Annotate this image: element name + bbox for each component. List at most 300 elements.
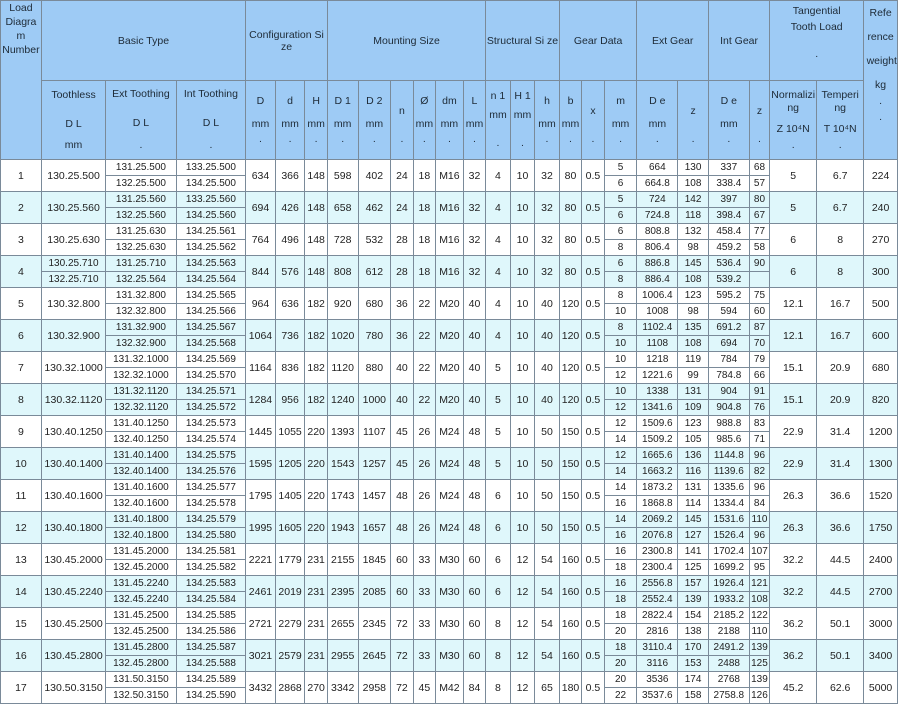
cell-de-int: 536.4 bbox=[708, 256, 749, 272]
cell-z-ext: 105 bbox=[678, 432, 709, 448]
cell-weight: 1200 bbox=[864, 416, 898, 448]
header-ext-toothing: Ext Toothing D L . bbox=[106, 81, 176, 160]
header-L: L mm . bbox=[463, 81, 486, 160]
cell-ext-toothing: 132.25.630 bbox=[106, 240, 176, 256]
cell-z-int: 57 bbox=[749, 176, 769, 192]
cell-h1: 10 bbox=[510, 480, 535, 512]
header-structural-size: Structural Si ze bbox=[486, 1, 560, 81]
cell-b: 120 bbox=[559, 384, 581, 416]
cell-z-int: 83 bbox=[749, 416, 769, 432]
cell-d1: 1020 bbox=[327, 320, 358, 352]
cell-ext-toothing: 132.25.560 bbox=[106, 208, 176, 224]
cell-h1: 12 bbox=[510, 544, 535, 576]
cell-toothless: 130.25.500 bbox=[41, 160, 105, 192]
cell-int-toothing: 134.25.571 bbox=[176, 384, 245, 400]
cell-module: 20 bbox=[604, 624, 637, 640]
cell-weight: 1750 bbox=[864, 512, 898, 544]
header-tangential-tooth-load bbox=[770, 1, 864, 81]
cell-de-ext: 1221.6 bbox=[637, 368, 678, 384]
table-row bbox=[1, 608, 898, 624]
cell-d2: 2645 bbox=[358, 640, 391, 672]
cell-number: 5 bbox=[1, 288, 42, 320]
cell-de-ext: 1341.6 bbox=[637, 400, 678, 416]
cell-number: 2 bbox=[1, 192, 42, 224]
cell-z-int: 121 bbox=[749, 576, 769, 592]
cell-x: 0.5 bbox=[582, 384, 604, 416]
cell-n1: 8 bbox=[486, 640, 511, 672]
cell-int-toothing: 134.25.590 bbox=[176, 688, 245, 704]
cell-z-int: 79 bbox=[749, 352, 769, 368]
header-De-ext: D e mm . bbox=[637, 81, 678, 160]
cell-module: 8 bbox=[604, 288, 637, 304]
cell-d2: 1457 bbox=[358, 480, 391, 512]
cell-h: 231 bbox=[305, 608, 327, 640]
header-H: H mm . bbox=[305, 81, 327, 160]
cell-number: 14 bbox=[1, 576, 42, 608]
header-D: D mm . bbox=[246, 81, 276, 160]
cell-module: 16 bbox=[604, 544, 637, 560]
cell-dm: M20 bbox=[436, 288, 464, 320]
cell-d2: 880 bbox=[358, 352, 391, 384]
cell-h: 231 bbox=[305, 640, 327, 672]
cell-b: 80 bbox=[559, 256, 581, 288]
cell-h1: 10 bbox=[510, 512, 535, 544]
cell-z-ext: 158 bbox=[678, 688, 709, 704]
cell-h: 182 bbox=[305, 288, 327, 320]
cell-weight: 300 bbox=[864, 256, 898, 288]
cell-de-ext: 1218 bbox=[637, 352, 678, 368]
cell-normalizing: 22.9 bbox=[770, 416, 817, 448]
cell-n1: 6 bbox=[486, 576, 511, 608]
cell-de-int: 1526.4 bbox=[708, 528, 749, 544]
cell-z-int: 90 bbox=[749, 256, 769, 272]
cell-n1: 5 bbox=[486, 448, 511, 480]
cell-d: 1064 bbox=[246, 320, 276, 352]
cell-z-ext: 98 bbox=[678, 304, 709, 320]
header-z-int: z . bbox=[749, 81, 769, 160]
cell-tempering: 16.7 bbox=[817, 288, 864, 320]
cell-d1: 920 bbox=[327, 288, 358, 320]
cell-n1: 6 bbox=[486, 512, 511, 544]
cell-d1: 598 bbox=[327, 160, 358, 192]
cell-ext-toothing: 132.32.1000 bbox=[106, 368, 176, 384]
cell-h: 40 bbox=[535, 320, 560, 352]
cell-tempering: 31.4 bbox=[817, 416, 864, 448]
cell-tempering: 16.7 bbox=[817, 320, 864, 352]
table-row bbox=[1, 160, 898, 176]
cell-int-toothing: 134.25.577 bbox=[176, 480, 245, 496]
cell-module: 14 bbox=[604, 464, 637, 480]
cell-de-ext: 3537.6 bbox=[637, 688, 678, 704]
cell-z-ext: 141 bbox=[678, 544, 709, 560]
cell-n1: 4 bbox=[486, 192, 511, 224]
cell-n1: 5 bbox=[486, 384, 511, 416]
cell-h: 32 bbox=[535, 224, 560, 256]
cell-phi: 33 bbox=[413, 640, 435, 672]
cell-number: 10 bbox=[1, 448, 42, 480]
cell-tempering: 6.7 bbox=[817, 192, 864, 224]
cell-z-int: 68 bbox=[749, 160, 769, 176]
cell-h1: 10 bbox=[510, 448, 535, 480]
cell-phi: 33 bbox=[413, 544, 435, 576]
cell-dm: M30 bbox=[436, 640, 464, 672]
cell-de-int: 784 bbox=[708, 352, 749, 368]
cell-weight: 680 bbox=[864, 352, 898, 384]
header-int-gear: Int Gear bbox=[708, 1, 769, 81]
cell-h: 32 bbox=[535, 160, 560, 192]
cell-normalizing: 5 bbox=[770, 160, 817, 192]
header-h: h mm . bbox=[535, 81, 560, 160]
cell-de-int: 2188 bbox=[708, 624, 749, 640]
cell-int-toothing: 134.25.500 bbox=[176, 176, 245, 192]
cell-toothless: 130.32.1000 bbox=[41, 352, 105, 384]
cell-d2: 2958 bbox=[358, 672, 391, 704]
cell-d: 634 bbox=[246, 160, 276, 192]
cell-h: 54 bbox=[535, 544, 560, 576]
cell-d: 1605 bbox=[275, 512, 305, 544]
cell-int-toothing: 133.25.500 bbox=[176, 160, 245, 176]
cell-ext-toothing: 132.50.3150 bbox=[106, 688, 176, 704]
cell-d: 1995 bbox=[246, 512, 276, 544]
cell-int-toothing: 134.25.563 bbox=[176, 256, 245, 272]
cell-dm: M24 bbox=[436, 416, 464, 448]
cell-l: 40 bbox=[463, 320, 486, 352]
cell-phi: 18 bbox=[413, 192, 435, 224]
header-d: d mm . bbox=[275, 81, 305, 160]
cell-h1: 10 bbox=[510, 192, 535, 224]
cell-h: 32 bbox=[535, 192, 560, 224]
cell-int-toothing: 134.25.570 bbox=[176, 368, 245, 384]
cell-l: 60 bbox=[463, 608, 486, 640]
cell-z-ext: 125 bbox=[678, 560, 709, 576]
cell-z-int: 75 bbox=[749, 288, 769, 304]
cell-de-ext: 3116 bbox=[637, 656, 678, 672]
cell-normalizing: 15.1 bbox=[770, 384, 817, 416]
cell-h: 40 bbox=[535, 352, 560, 384]
cell-h: 220 bbox=[305, 480, 327, 512]
cell-x: 0.5 bbox=[582, 256, 604, 288]
cell-de-ext: 3536 bbox=[637, 672, 678, 688]
cell-toothless: 130.45.2500 bbox=[41, 608, 105, 640]
cell-h: 270 bbox=[305, 672, 327, 704]
cell-l: 32 bbox=[463, 224, 486, 256]
cell-normalizing: 45.2 bbox=[770, 672, 817, 704]
cell-z-int: 139 bbox=[749, 640, 769, 656]
table-row bbox=[1, 512, 898, 528]
table-header bbox=[1, 1, 898, 160]
table-row bbox=[1, 192, 898, 208]
cell-ext-toothing: 132.40.1600 bbox=[106, 496, 176, 512]
cell-number: 16 bbox=[1, 640, 42, 672]
header-int-toothing: Int Toothing D L . bbox=[176, 81, 245, 160]
cell-de-int: 691.2 bbox=[708, 320, 749, 336]
cell-b: 80 bbox=[559, 224, 581, 256]
cell-d1: 1240 bbox=[327, 384, 358, 416]
header-load-diagram-number: Load Diagra m Number bbox=[1, 1, 42, 160]
header-normalizing: Normalizi ng Z 10⁴N . bbox=[770, 81, 817, 160]
cell-h: 54 bbox=[535, 576, 560, 608]
cell-ext-toothing: 132.25.564 bbox=[106, 272, 176, 288]
cell-h: 40 bbox=[535, 384, 560, 416]
cell-z-ext: 142 bbox=[678, 192, 709, 208]
cell-de-int: 2185.2 bbox=[708, 608, 749, 624]
cell-d: 1055 bbox=[275, 416, 305, 448]
cell-d: 366 bbox=[275, 160, 305, 192]
cell-de-int: 985.6 bbox=[708, 432, 749, 448]
cell-z-ext: 108 bbox=[678, 272, 709, 288]
cell-d: 2868 bbox=[275, 672, 305, 704]
table-row bbox=[1, 448, 898, 464]
cell-normalizing: 32.2 bbox=[770, 544, 817, 576]
cell-dm: M20 bbox=[436, 320, 464, 352]
header-De-int: D e mm . bbox=[708, 81, 749, 160]
cell-int-toothing: 134.25.568 bbox=[176, 336, 245, 352]
cell-toothless: 130.25.710 bbox=[41, 256, 105, 272]
cell-de-ext: 1102.4 bbox=[637, 320, 678, 336]
cell-d: 1445 bbox=[246, 416, 276, 448]
cell-ext-toothing: 132.40.1400 bbox=[106, 464, 176, 480]
cell-n: 28 bbox=[391, 224, 413, 256]
cell-de-ext: 2300.4 bbox=[637, 560, 678, 576]
cell-normalizing: 12.1 bbox=[770, 320, 817, 352]
cell-n1: 8 bbox=[486, 672, 511, 704]
cell-d: 426 bbox=[275, 192, 305, 224]
cell-toothless: 130.25.560 bbox=[41, 192, 105, 224]
cell-h1: 10 bbox=[510, 288, 535, 320]
cell-h1: 10 bbox=[510, 160, 535, 192]
cell-ext-toothing: 131.40.1250 bbox=[106, 416, 176, 432]
cell-b: 160 bbox=[559, 544, 581, 576]
table-row bbox=[1, 288, 898, 304]
cell-z-int: 125 bbox=[749, 656, 769, 672]
cell-module: 16 bbox=[604, 496, 637, 512]
cell-de-int: 459.2 bbox=[708, 240, 749, 256]
cell-int-toothing: 134.25.567 bbox=[176, 320, 245, 336]
cell-de-ext: 1509.2 bbox=[637, 432, 678, 448]
cell-int-toothing: 134.25.561 bbox=[176, 224, 245, 240]
header-configuration-size: Configuration Si ze bbox=[246, 1, 328, 81]
cell-z-ext: 154 bbox=[678, 608, 709, 624]
cell-d2: 462 bbox=[358, 192, 391, 224]
cell-l: 40 bbox=[463, 352, 486, 384]
header-n1: n 1 mm . bbox=[486, 81, 511, 160]
cell-de-ext: 1108 bbox=[637, 336, 678, 352]
cell-ext-toothing: 131.50.3150 bbox=[106, 672, 176, 688]
cell-d1: 658 bbox=[327, 192, 358, 224]
cell-x: 0.5 bbox=[582, 192, 604, 224]
cell-phi: 33 bbox=[413, 576, 435, 608]
cell-module: 12 bbox=[604, 400, 637, 416]
cell-normalizing: 32.2 bbox=[770, 576, 817, 608]
header-b: b mm . bbox=[559, 81, 581, 160]
cell-ext-toothing: 132.45.2800 bbox=[106, 656, 176, 672]
cell-module: 10 bbox=[604, 304, 637, 320]
cell-int-toothing: 134.25.569 bbox=[176, 352, 245, 368]
cell-h1: 10 bbox=[510, 384, 535, 416]
table-row bbox=[1, 544, 898, 560]
cell-h: 50 bbox=[535, 512, 560, 544]
cell-d: 844 bbox=[246, 256, 276, 288]
cell-module: 10 bbox=[604, 384, 637, 400]
cell-number: 1 bbox=[1, 160, 42, 192]
cell-d: 576 bbox=[275, 256, 305, 288]
cell-phi: 22 bbox=[413, 352, 435, 384]
cell-z-ext: 135 bbox=[678, 320, 709, 336]
cell-toothless: 130.45.2000 bbox=[41, 544, 105, 576]
cell-weight: 3000 bbox=[864, 608, 898, 640]
table-body bbox=[1, 160, 898, 704]
cell-ext-toothing: 131.32.800 bbox=[106, 288, 176, 304]
cell-tempering: 8 bbox=[817, 256, 864, 288]
cell-tempering: 62.6 bbox=[817, 672, 864, 704]
cell-l: 32 bbox=[463, 256, 486, 288]
cell-de-int: 1139.6 bbox=[708, 464, 749, 480]
cell-de-int: 784.8 bbox=[708, 368, 749, 384]
cell-normalizing: 12.1 bbox=[770, 288, 817, 320]
cell-weight: 600 bbox=[864, 320, 898, 352]
cell-ext-toothing: 131.40.1800 bbox=[106, 512, 176, 528]
cell-h1: 12 bbox=[510, 672, 535, 704]
cell-h1: 10 bbox=[510, 256, 535, 288]
cell-number: 17 bbox=[1, 672, 42, 704]
cell-de-ext: 2816 bbox=[637, 624, 678, 640]
cell-d: 956 bbox=[275, 384, 305, 416]
cell-x: 0.5 bbox=[582, 160, 604, 192]
cell-h: 182 bbox=[305, 384, 327, 416]
cell-module: 5 bbox=[604, 160, 637, 176]
table-row bbox=[1, 224, 898, 240]
cell-d2: 612 bbox=[358, 256, 391, 288]
cell-x: 0.5 bbox=[582, 672, 604, 704]
cell-module: 6 bbox=[604, 224, 637, 240]
cell-z-int: 95 bbox=[749, 560, 769, 576]
cell-x: 0.5 bbox=[582, 416, 604, 448]
cell-z-int: 84 bbox=[749, 496, 769, 512]
cell-h: 231 bbox=[305, 544, 327, 576]
cell-de-ext: 2069.2 bbox=[637, 512, 678, 528]
cell-weight: 240 bbox=[864, 192, 898, 224]
cell-int-toothing: 134.25.588 bbox=[176, 656, 245, 672]
cell-de-ext: 1873.2 bbox=[637, 480, 678, 496]
cell-x: 0.5 bbox=[582, 576, 604, 608]
cell-int-toothing: 134.25.572 bbox=[176, 400, 245, 416]
cell-z-int: 71 bbox=[749, 432, 769, 448]
header-dm: dm mm . bbox=[436, 81, 464, 160]
cell-n: 24 bbox=[391, 160, 413, 192]
cell-d: 2019 bbox=[275, 576, 305, 608]
cell-d: 2221 bbox=[246, 544, 276, 576]
cell-d: 636 bbox=[275, 288, 305, 320]
cell-int-toothing: 133.25.560 bbox=[176, 192, 245, 208]
table-row bbox=[1, 384, 898, 400]
cell-ext-toothing: 132.40.1250 bbox=[106, 432, 176, 448]
cell-de-int: 539.2 bbox=[708, 272, 749, 288]
cell-ext-toothing: 132.32.800 bbox=[106, 304, 176, 320]
table-row bbox=[1, 480, 898, 496]
header-H1: H 1 mm . bbox=[510, 81, 535, 160]
cell-d1: 808 bbox=[327, 256, 358, 288]
cell-int-toothing: 134.25.574 bbox=[176, 432, 245, 448]
cell-z-int: 110 bbox=[749, 512, 769, 528]
header-mounting-size: Mounting Size bbox=[327, 1, 485, 81]
header-x: x . bbox=[582, 81, 604, 160]
cell-ext-toothing: 131.45.2000 bbox=[106, 544, 176, 560]
cell-tempering: 36.6 bbox=[817, 480, 864, 512]
cell-z-ext: 139 bbox=[678, 592, 709, 608]
cell-l: 32 bbox=[463, 192, 486, 224]
header-phi: Ø mm . bbox=[413, 81, 435, 160]
cell-module: 8 bbox=[604, 320, 637, 336]
cell-de-ext: 2300.8 bbox=[637, 544, 678, 560]
cell-module: 10 bbox=[604, 336, 637, 352]
cell-de-int: 397 bbox=[708, 192, 749, 208]
cell-dm: M30 bbox=[436, 608, 464, 640]
cell-z-ext: 119 bbox=[678, 352, 709, 368]
cell-n1: 6 bbox=[486, 480, 511, 512]
cell-ext-toothing: 131.25.630 bbox=[106, 224, 176, 240]
cell-h: 220 bbox=[305, 512, 327, 544]
cell-ext-toothing: 132.32.1120 bbox=[106, 400, 176, 416]
cell-z-int: 91 bbox=[749, 384, 769, 400]
cell-de-int: 2758.8 bbox=[708, 688, 749, 704]
cell-h: 148 bbox=[305, 160, 327, 192]
cell-n: 60 bbox=[391, 544, 413, 576]
cell-z-ext: 123 bbox=[678, 416, 709, 432]
table-row bbox=[1, 576, 898, 592]
cell-toothless: 130.45.2800 bbox=[41, 640, 105, 672]
cell-module: 20 bbox=[604, 672, 637, 688]
cell-b: 150 bbox=[559, 480, 581, 512]
cell-tempering: 20.9 bbox=[817, 352, 864, 384]
cell-weight: 2400 bbox=[864, 544, 898, 576]
cell-module: 18 bbox=[604, 592, 637, 608]
cell-d1: 1543 bbox=[327, 448, 358, 480]
cell-module: 8 bbox=[604, 272, 637, 288]
cell-de-int: 1531.6 bbox=[708, 512, 749, 528]
cell-b: 160 bbox=[559, 640, 581, 672]
header-ext-gear: Ext Gear bbox=[637, 1, 709, 81]
cell-weight: 1300 bbox=[864, 448, 898, 480]
cell-z-int: 60 bbox=[749, 304, 769, 320]
cell-l: 48 bbox=[463, 512, 486, 544]
cell-d: 2279 bbox=[275, 608, 305, 640]
cell-weight: 2700 bbox=[864, 576, 898, 608]
cell-n: 24 bbox=[391, 192, 413, 224]
cell-de-int: 1702.4 bbox=[708, 544, 749, 560]
cell-weight: 500 bbox=[864, 288, 898, 320]
cell-d: 1405 bbox=[275, 480, 305, 512]
cell-d1: 2955 bbox=[327, 640, 358, 672]
cell-z-int: 77 bbox=[749, 224, 769, 240]
cell-int-toothing: 134.25.585 bbox=[176, 608, 245, 624]
cell-d2: 680 bbox=[358, 288, 391, 320]
cell-de-int: 904 bbox=[708, 384, 749, 400]
cell-weight: 5000 bbox=[864, 672, 898, 704]
cell-de-ext: 806.4 bbox=[637, 240, 678, 256]
cell-d1: 1120 bbox=[327, 352, 358, 384]
cell-b: 120 bbox=[559, 352, 581, 384]
cell-z-int: 108 bbox=[749, 592, 769, 608]
cell-z-int: 126 bbox=[749, 688, 769, 704]
cell-normalizing: 26.3 bbox=[770, 480, 817, 512]
cell-module: 18 bbox=[604, 608, 637, 624]
cell-h1: 12 bbox=[510, 608, 535, 640]
cell-phi: 22 bbox=[413, 320, 435, 352]
cell-n: 45 bbox=[391, 416, 413, 448]
cell-z-ext: 108 bbox=[678, 176, 709, 192]
cell-dm: M16 bbox=[436, 224, 464, 256]
cell-h: 65 bbox=[535, 672, 560, 704]
